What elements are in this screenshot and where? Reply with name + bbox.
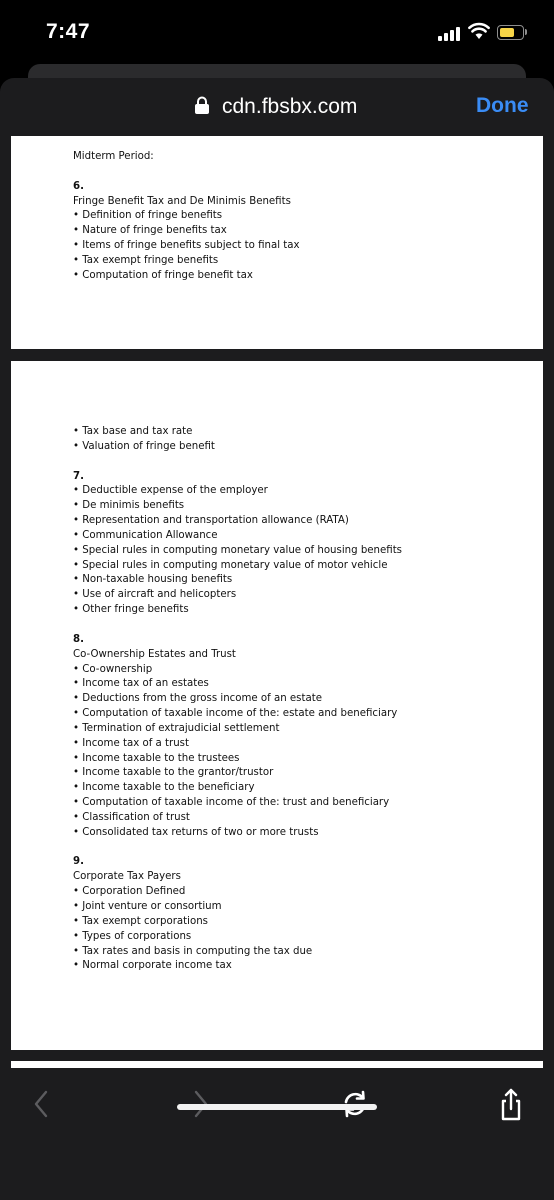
bullet-item: • Special rules in computing monetary value of motor vehicle	[73, 559, 388, 571]
section-number: 6.	[73, 180, 84, 192]
bullet-item: • Deductible expense of the employer	[73, 485, 268, 497]
bullet-item: • Representation and transportation allowance (RATA)	[73, 515, 349, 527]
blank-line	[73, 618, 402, 633]
url-label: cdn.fbsbx.com	[222, 95, 358, 118]
document-viewer[interactable]	[0, 136, 554, 1068]
battery-tip	[525, 29, 527, 35]
bullet-item: • Special rules in computing monetary value of housing benefits	[73, 544, 402, 556]
doc-line: Midterm Period:	[73, 151, 154, 162]
document-page-2	[11, 361, 543, 1050]
bullet-item: • Joint venture or consortium	[73, 901, 222, 912]
bullet-item: • Deductions from the gross income of an estate	[73, 693, 322, 705]
bullet-item: • Income taxable to the trustees	[73, 752, 240, 764]
bullet-item: • Income tax of an estates	[73, 678, 209, 690]
bullet-item: • Non-taxable housing benefits	[73, 574, 233, 586]
browser-sheet	[0, 78, 554, 1200]
bullet-item: • Nature of fringe benefits tax	[73, 225, 227, 237]
status-time: 7:47	[46, 20, 91, 43]
bullet-item: • Classification of trust	[73, 811, 190, 823]
bullet-item: • Computation of fringe benefit tax	[73, 269, 253, 281]
bullet-item: • Communication Allowance	[73, 529, 218, 541]
section-number: 9.	[73, 856, 84, 868]
bullet-item: • Normal corporate income tax	[73, 960, 232, 972]
bullet-item: • Income tax of a trust	[73, 737, 189, 749]
share-icon[interactable]	[491, 1084, 531, 1124]
bullet-item: • Definition of fringe benefits	[73, 210, 223, 222]
home-indicator[interactable]	[177, 1104, 377, 1110]
bullet-item: • Computation of taxable income of the: estate and beneficiary	[73, 708, 398, 720]
bullet-item: • Corporation Defined	[73, 886, 186, 898]
bottom-toolbar	[0, 1078, 554, 1200]
bullet-item: • Income taxable to the grantor/trustor	[73, 767, 274, 779]
bullet-item: • Tax exempt corporations	[73, 915, 208, 927]
bullet-item: • Types of corporations	[73, 930, 192, 942]
signal-icon	[438, 26, 460, 41]
page-1-content	[73, 150, 300, 284]
lock-icon	[194, 96, 210, 114]
page-2-content	[73, 425, 402, 974]
doc-line: Co-Ownership Estates and Trust	[73, 648, 236, 660]
bullet-item: • Tax base and tax rate	[73, 426, 193, 437]
bullet-item: • Computation of taxable income of the: trust and beneficiary	[73, 797, 390, 809]
document-page-1	[11, 136, 543, 349]
bullet-item: • Tax exempt fringe benefits	[73, 254, 219, 266]
browser-header	[0, 78, 554, 136]
bullet-item: • Valuation of fringe benefit	[73, 440, 215, 452]
blank-line	[73, 455, 402, 470]
bullet-item: • Other fringe benefits	[73, 604, 189, 616]
blank-line	[73, 841, 402, 856]
bullet-item: • Use of aircraft and helicopters	[73, 589, 237, 601]
bullet-item: • Income taxable to the beneficiary	[73, 782, 255, 794]
doc-line: Fringe Benefit Tax and De Minimis Benefits	[73, 195, 291, 207]
chevron-left-icon[interactable]	[22, 1084, 62, 1124]
doc-line: Corporate Tax Payers	[73, 871, 181, 883]
battery-icon	[497, 25, 524, 40]
bullet-item: • Tax rates and basis in computing the tax due	[73, 945, 313, 957]
bullet-item: • Co-ownership	[73, 663, 153, 675]
done-button[interactable]: Done	[476, 94, 529, 117]
status-bar	[0, 0, 554, 64]
bullet-item: • Items of fringe benefits subject to final tax	[73, 240, 300, 252]
document-page-3	[11, 1061, 543, 1068]
section-number: 7.	[73, 470, 84, 482]
section-number: 8.	[73, 633, 84, 645]
bullet-item: • Termination of extrajudicial settlement	[73, 722, 280, 734]
bullet-item: • De minimis benefits	[73, 500, 185, 512]
blank-line	[73, 165, 300, 180]
bullet-item: • Consolidated tax returns of two or more trusts	[73, 826, 319, 838]
wifi-icon	[468, 22, 490, 40]
